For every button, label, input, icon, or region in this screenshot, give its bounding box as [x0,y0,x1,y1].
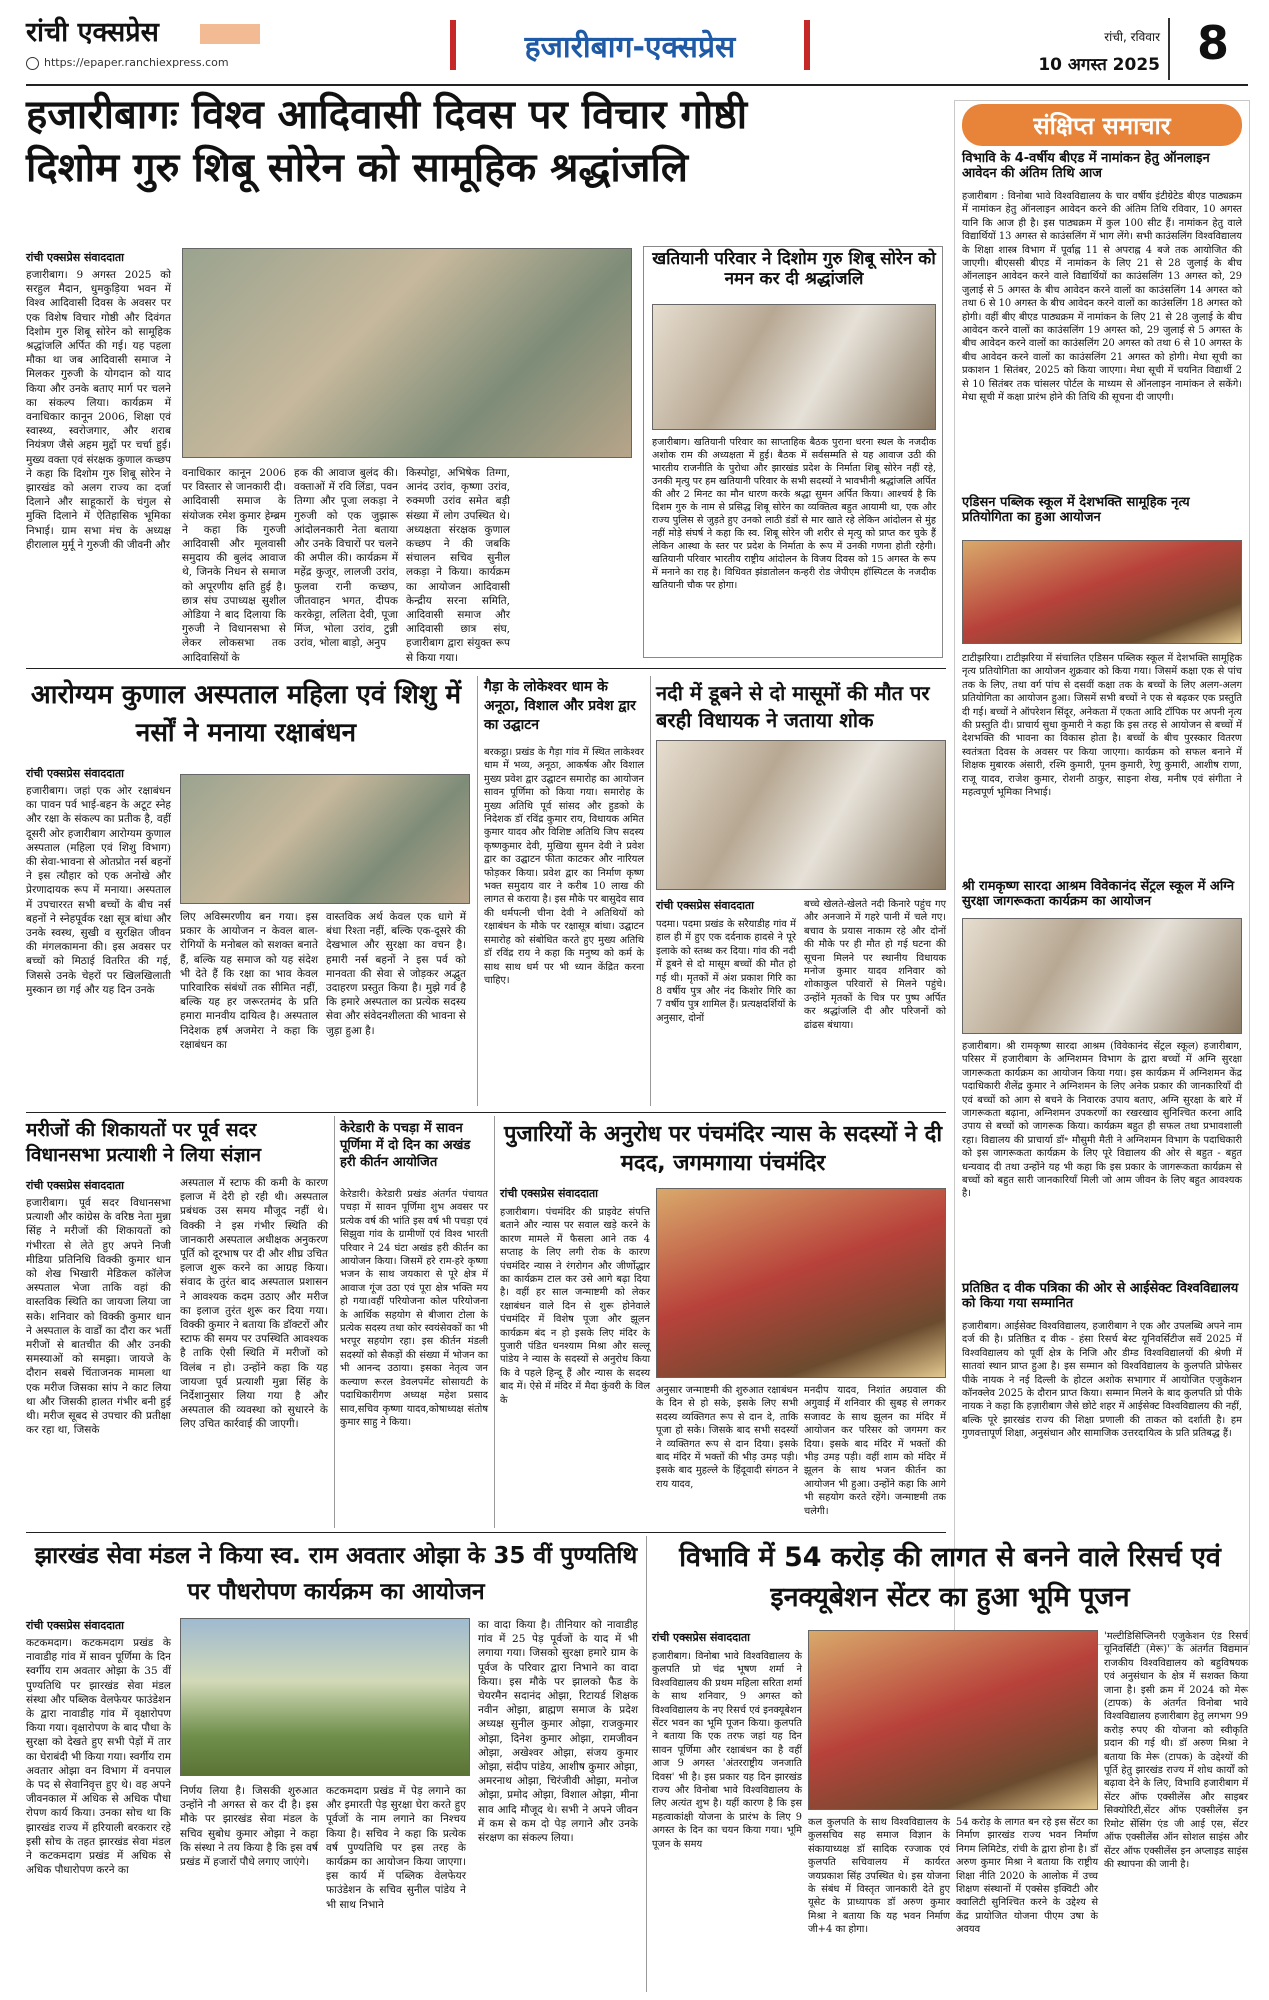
arogyam-byline: रांची एक्सप्रेस संवाददाता [26,767,125,780]
vibhavi-headline: विभावि में 54 करोड़ की लागत से बनने वाले रिसर्च एवं इनक्यूबेशन सेंटर का हुआ भूमि पूजन [679,1542,1221,1613]
brief1-headline: विभावि के 4-वर्षीय बीएड में नामांकन हेतु ऑनलाइन आवेदन की अंतिम तिथि आज [962,151,1210,181]
logo-accent-text [200,24,260,44]
gaida-text: बरकट्ठा। प्रखंड के गैड़ा गांव में स्थित लाकेश्वर धाम में भव्य, अनूठा, आकर्षक और विशाल मुख्य प्रवेश द्वार उद्घाटन समारोह का आयोजन सावन पूर्णिमा को किया गया। समारोह के मुख्य अतिथि पूर्व सांसद और हुडको के निदेशक डॉ रविंद्र कुमार राय, विधायक अमित कुमार यादव और विशिष्ट अतिथि जिप सदस्य कृष्णकुमार देवी, मुखिया सुमन देवी ने प्रवेश द्वार का उद्घाटन फीता काटकर और नारियल फोड़कर किया। प्रवेश द्वार का निर्माण कृष्ण भक्त समुदाय वार ने करीब 10 लाख की लागत से कराया है। इस मौके पर बासुदेव साव की धर्मपत्नी चीना देवी ने अतिथियों को रक्षाबंधन के मौके पर रक्षासूत्र बांधा। उद्घाटन समारोह को संबोधित करते हुए मुख्य अतिथि डॉ रविंद्र राय ने कहा कि मनुष्य को कर्म के साथ साथ धर्म पर भी ध्यान केंद्रित करना चाहिए। [484,747,644,986]
brief3-headline: श्री रामकृष्ण सारदा आश्रम विवेकानंद सेंट्रल स्कूल में अग्नि सुरक्षा जागरूकता कार्यक्रम का आयोजन [962,879,1235,909]
pujari-col1: हजारीबाग। पंचमंदिर की प्राइवेट संपत्ति बताने और न्यास पर सवाल खड़े करने के कारण मामले में फैसला आने तक 4 सप्ताह के लिए लगी रोक के कारण पंचमंदिर न्यास ने रंगरोगन और जीर्णोद्धार का कार्यक्रम टाल कर उसे आगे बढ़ा दिया है। वहीं हर साल जन्माष्टमी को लेकर रक्षाबंधन वाले दिन से शुरू होनेवाले पंचमंदिर में विशेष पूजा और झूलन कार्यक्रम बंद न हो इसके लिए मंदिर के पुजारी पंडित धनश्याम मिश्रा और सल्लू पांडेय ने न्यास के सदस्यों से अनुरोध किया कि वे पहले हिन्दू हैं और न्यास के सदस्य बाद में। ऐसे में मंदिर में मैदा कुंवरी के विल के [500,1207,650,1406]
vibhavi-photo [808,1630,1098,1810]
pujari-headline: पुजारियों के अनुरोध पर पंचमंदिर न्यास के सदस्यों ने दी मदद, जगमगाया पंचमंदिर [503,1122,943,1176]
nadi-headline: नदी में डूबने से दो मासूमों की मौत पर बरही विधायक ने जताया शोक [656,681,930,732]
col-divider [494,1116,495,1528]
col-divider [334,1116,335,1528]
jharkhand-col4: का वादा किया है। तीनियार को नावाडीह गांव में 25 पेड़ पूर्वजों के याद में भी लगाया गया। जिसको सुरक्षा हमारे ग्राम के पूर्वज के परिवार द्वारा निभाने का वादा किया। इस मौके पर झालको फैड के चेयरमैन सदानंद ओझा, रिटायर्ड शिक्षक नवीन ओझा, ब्राह्मण समाज के प्रदेश अध्यक्ष सुनील कुमार ओझा, राजकुमार ओझा, दिनेश कुमार ओझा, रामजीवन ओझा, अखेश्वर ओझा, संजय कुमार ओझा, संदीप पांडेय, आशीष कुमार ओझा, अमरनाथ ओझा, चिरंजीवी ओझा, मनोज ओझा, प्रमोद ओझा, विशाल ओझा, मीना साव आदि मौजूद थे। सभी ने अपने जीवन में कम से कम दो पेड़ लगाने और उनके संरक्षण का संकल्प लिया। [478,1619,638,1845]
pujari-col3: मनदीप यादव, निशांत अग्रवाल की अगुवाई में शनिवार की सुबह से लगकर सजावट के साथ झूलन का मंदिर में आयोजन कर परिसर को जगमग कर दिया। इसके बाद मंदिर में भक्तों की भीड़ उमड़ पड़ी। वहीं शाम को मंदिर में झूलन के साथ भजन कीर्तन का आयोजन भी हुआ। उन्होंने कहा कि आगे भी सहयोग करते रहेंगे। जन्माष्टमी तक चलेगी। [804,1385,946,1517]
jharkhand-headline: झारखंड सेवा मंडल ने किया स्व. राम अवतार ओझा के 35 वीं पुण्यतिथि पर पौधरोपण कार्यक्रम का आयोजन [34,1543,638,1605]
khatiyani-text: हजारीबाग। खतियानी परिवार का साप्ताहिक बैठक पुराना धरना स्थल के नजदीक अशोक राम की अध्यक्षता में हुई। बैठक में सर्वसम्मति से यह आवाज उठी की भारतीय राजनीति के पुरोधा और झारखंड प्रदेश के निर्माता शिबू सोरेन नहीं रहे, उनकी मृत्यु पर हम खतियानी परिवार के सभी सदस्यों ने भावभीनी श्रद्धांजलि अर्पित की और 2 मिनट का मौन धारण करके श्रद्धा सुमन अर्पित किया। आश्चर्य है कि दिशम गुरु के नाम से प्रसिद्ध शिबू सोरेन का व्यक्तित्व बहुत आयामी था, एक और राज्य पुलिस से जुड़ते हुए उनको लाठी डंडों से मार खाते रहे लेकिन आंदोलन से मुंह नहीं मोड़े संघर्ष ने कहा कि स्व. शिबू सोरेन जी शरीर से मृत्यु को प्राप्त कर चुके हैं लेकिन आस्था के स्तर पर प्रदेश के निर्माता के रूप में उनकी गणना होती रहेगी। खतियानी परिवार भारतीय राष्ट्रीय आंदोलन के विजय दिवस को 15 अगस्त के रूप में मनाने का राह है। विधिवत झंडातोलन कन्हरी रोड जेपीएम हॉस्पिटल के नजदीक खतियानी चौक पर होगा। [652,437,936,591]
arogyam-col1: हजारीबाग। जहां एक ओर रक्षाबंधन का पावन पर्व भाई-बहन के अटूट स्नेह और रक्षा के संकल्प का प्रतीक है, वहीं दूसरी ओर हजारीबाग आरोग्यम कुणाल अस्पताल (महिला एवं शिशु विभाग) की सेवा-भावना से ओतप्रोत नर्स बहनों ने इस त्यौहार को एक अनोखे और प्रेरणादायक रूप में मनाया। अस्पताल में उपचाररत सभी बच्चों के बीच नर्स बहनों ने स्नेहपूर्वक रक्षा सूत्र बांधा और उनके स्वस्थ, सुखी व सुरक्षित जीवन की मंगलकामना की। इस अवसर पर बच्चों को मिठाई वितरित की गई, जिससे उनके चेहरों पर खिलखिलाती मुस्कान छा गई और यह दिन उनके [26,785,171,996]
col-divider [477,676,478,1106]
brief3-text: हजारीबाग। श्री रामकृष्ण सारदा आश्रम (विवेकानंद सेंट्रल स्कूल) हजारीबाग, परिसर में हजारीबाग के अग्निशमन विभाग के द्वारा बच्चों में अग्नि सुरक्षा जागरूकता कार्यक्रम का आयोजन किया गया। इस कार्यक्रम में अग्निशमन केंद्र पदाधिकारी शैलेंद्र कुमार ने अग्निशमन के लिए अनेक प्रकार की जानकारियाँ दी एवं बच्चों को आग से बचने के निवारक उपाय बताए, अग्नि सुरक्षा के बारे में जागरूकता बढ़ाना, अग्निशमन उपकरणों का रखरखाव सुनिश्चित करना आदि उपाय से बच्चों को जागरूक किया। कार्यक्रम बहुत ही सफल तथा प्रभावशाली रहा। विद्यालय की प्राचार्या डॉ॰ मौसुमी मैती ने अग्निशमन विभाग के पदाधिकारी को इस जागरूकता कार्यक्रम के लिए पूरे विद्यालय की ओर से बहुत - बहुत धन्यवाद दी तथा उन्होंने यह भी कहा कि इस प्रकार के जागरूकता कार्यक्रम से बच्चों को बहुत सारी जानकारियाँ मिली जो आम जीवन के लिए बहुत आवश्यक है। [962,1041,1242,1200]
nadi-byline: रांची एक्सप्रेस संवाददाता [656,899,755,912]
lead-col2: वनाधिकार कानून 2006 पर विस्तार से जानकारी दी। आदिवासी समाज के संयोजक रमेश कुमार हेम्ब्रम ने कहा कि गुरुजी आदिवासी और मूलवासी समुदाय की बुलंद आवाज थे, जिनके निधन से समाज को अपूरणीय क्षति हुई है। छात्र संघ उपाध्यक्ष सुशील ओडिया ने बाद दिलाया कि गुरुजी ने विधानसभा से लेकर लोकसभा तक आदिवासियों के [182,467,286,664]
arogyam-col2: लिए अविस्मरणीय बन गया। इस प्रकार के आयोजन न केवल बाल-रोगियों के मनोबल को सशक्त बनाते हैं, बल्कि यह समाज को यह संदेश भी देते हैं कि रक्षा का भाव केवल पारिवारिक संबंधों तक सीमित नहीं, बल्कि यह हर जरूरतमंद के प्रति हमारा मानवीय दायित्व है। अस्पताल निदेशक हर्ष अजमेरा ने कहा कि रक्षाबंधन का [180,911,318,1051]
lead-photo [182,248,632,458]
row-rule [26,1532,946,1533]
jharkhand-col1: कटकमदाग। कटकमदाग प्रखंड के नावाडीह गांव में सावन पूर्णिमा के दिन स्वर्गीय राम अवतार ओझा के 35 वीं पुण्यतिथि पर झारखंड सेवा मंडल संस्था और पब्लिक वेलफेयर फाउंडेशन के द्वारा नावाडीह गांव में वृक्षारोपण किया गया। वृक्षारोपण के बाद पौधा के सुरक्षा को देखते हुए सभी पेड़ों में तार का घेराबंदी भी किया गया। स्वर्गीय राम अवतार ओझा वन विभाग में वनपाल के पद से सेवानिवृत्त हुए थे। वह अपने जीवनकाल में अधिक से अधिक पौधा रोपण कार्य किया। उनका सोच था कि झारखंड राज्य में हरियाली बरकरार रहे इसी सोच के तहत झारखंड सेवा मंडल ने कटकमदाग प्रखंड में अधिक से अधिक पौधारोपण करने का [26,1637,171,1877]
masthead-rule [26,84,1248,86]
marij-byline: रांची एक्सप्रेस संवाददाता [26,1179,125,1192]
khatiyani-headline: खतियानी परिवार ने दिशोम गुरु शिबू सोरेन को नमन कर दी श्रद्धांजलि [652,249,936,289]
lead-headline-line1: हजारीबागः विश्व आदिवासी दिवस पर विचार गोष्ठी [26,92,748,138]
brief4-text: हजारीबाग। आईसेक्ट विश्वविद्यालय, हजारीबाग ने एक और उपलब्धि अपने नाम दर्ज की है। प्रतिष्ठित द वीक - हंसा रिसर्च बेस्ट यूनिवर्सिटीज सर्वे 2025 में विश्वविद्यालय को पूर्वी क्षेत्र के निजि और डीम्ड विश्वविद्यालयों की श्रेणी में सातवां स्थान प्राप्त हुआ है। इस सम्मान को विश्वविद्यालय के कुलपति प्रोफेसर पीके नायक ने नई दिल्ली के होटल अशोक सभागार में आयोजित एजुकेशन कॉनक्लेव 2025 के दौरान प्राप्त किया। सम्मान मिलने के बाद कुलपति प्रो पीके नायक ने कहा कि हज़ारीबाग जैसे छोटे शहर में आईसेक्ट विश्वविद्यालय की नहीं, बल्कि पूरे झारखंड राज्य की शिक्षा प्रणाली की ताकत को दर्शाती है। हम गुणवत्तापूर्ण शिक्षा, अनुसंधान और सामाजिक उत्तरदायित्व के प्रति प्रतिबद्ध हैं। [962,1321,1242,1440]
sidebar-title-box [962,104,1242,146]
vibhavi-col4: 'मल्टीडिसिप्लिनरी एजुकेशन एंड रिसर्च यूनिवर्सिटी (मेरू)' के अंतर्गत विद्यमान राजकीय विश्वविद्यालय को बहुविषयक एवं अनुसंधान के क्षेत्र में सशक्त किया जाना है। इसी क्रम में 2024 को मेरू (टापक) के अंतर्गत विनोबा भावे विश्वविद्यालय हजारीबाग हेतु लगभग 99 करोड़ रुपए की योजना को स्वीकृति प्रदान की गई थी। डॉ अरुण मिश्रा ने बताया कि मेरू (टापक) के उद्देश्यों की पूर्ति हेतु झारखंड राज्य में शोध कार्यों को बढ़ावा देने के लिए, विभावि हजारीबाग में सेंटर ऑफ एक्सीलेंस और साइबर सिक्योरिटी,सेंटर ऑफ एक्सीलेंस इन रिमोट सेंसिंग एंड जी आई एस, सेंटर ऑफ एक्सीलेंस ऑन सोशल साइंस और सेंटर ऑफ एक्सीलेंस इन अप्लाइड साइंस की स्थापना की जानी है। [1104,1631,1248,1870]
arogyam-headline: आरोग्यम कुणाल अस्पताल महिला एवं शिशु में नर्सों ने मनाया रक्षाबंधन [30,680,462,748]
brief2-headline: एडिसन पब्लिक स्कूल में देशभक्ति सामूहिक नृत्य प्रतियोगिता का हुआ आयोजन [962,495,1190,525]
brief2-text: टाटीझरिया। टाटीझरिया में संचालित एडिसन पब्लिक स्कूल में देशभक्ति सामूहिक नृत्य प्रतियोगिता का आयोजन शुक्रवार को किया गया। जिसमें कक्षा एक से पांच तक के लिए, तथा वर्ग पांच से दसवीं कक्षा तक के बच्चों के लिए अलग-अलग प्रतियोगिता का आयोजन हुआ। जिसमें सभी बच्चों ने एक से बढ़कर एक प्रस्तुति दी गई। बच्चों ने ऑपरेशन सिंदूर, अनेकता में एकता आदि टॉपिक पर अपनी नृत्य की प्रस्तुति दी। प्राचार्य सुधा कुमारी ने कहा कि इस तरह से आयोजन से बच्चों में देशभक्ति की भावना का विकास होता है। बच्चों के बीच पुरस्कार वितरण स्वतंत्रता दिवस के अवसर पर किया जाएगा। कार्यक्रम को सफल बनाने में शिक्षक मुबारक अंसारी, रश्मि कुमारी, पूनम कुमारी, रेणु कुमारी, आशीष राणा, राजू यादव, राजेश कुमार, रोशनी ठाकुर, साइना शेख, मनीष एवं संगीता ने महत्वपूर्ण भूमिका निभाई। [962,653,1242,799]
keredari-text: केरेडारी। केरेडारी प्रखंड अंतर्गत पंचायत पचड़ा में सावन पूर्णिमा शुभ अवसर पर प्रत्येक वर्ष की भांति इस वर्ष भी पचड़ा एवं सिझुवा गांव के ग्रामीणों एवं विश्व भारती परिवार ने 24 घंटा अखंड हरी कीर्तन का आयोजन किया। जिसमें हरे राम-हरे कृष्णा भजन के साथ जयकारा से पूरे क्षेत्र में आवाज गूंज उठा एवं पूरा क्षेत्र भक्ति मय हो गया।वहीं परियोजना कोल परियोजना के आर्थिक सहयोग से बीजारा टोला के प्रत्येक सदस्य तथा कोर स्वयंसेवकों का भी भरपूर सहयोग रहा। इस कीर्तन मंडली सदस्यों को सैकड़ों की संख्या में भोजन का भी आनन्द उठाया। इसका नेतृत्व जन कल्याण रूरल डेवलपमेंट सोसायटी के पदाधिकारीगण अध्यक्ष महेश प्रसाद साव,सचिव कृष्णा यादव,कोषाध्यक्ष संतोष कुमार साहु ने किया। [340,1189,488,1428]
col-divider [646,1536,647,1992]
lead-col3: हक की आवाज बुलंद की। वक्ताओं में रवि लिंडा, पवन तिग्गा और पूजा लकड़ा ने गुरुजी को एक जुझारू आंदोलनकारी नेता बताया और उनके विचारों पर चलने की अपील की। कार्यक्रम में महेंद्र कुजूर, लालजी उरांव, फुलवा रानी कच्छप, जीतवाहन भगत, दीपक करकेट्टा, ललिता देवी, पूजा मिंज, भोला उरांव, टुन्नी उरांव, भोला बाड़ो, अनुप [294,467,398,650]
gaida-headline: गैड़ा के लोकेश्वर धाम के अनूठा, विशाल और प्रवेश द्वार का उद्घाटन [484,679,636,733]
lead-col1: हजारीबाग। 9 अगस्त 2025 को सरहुल मैदान, धुमकुड़िया भवन में विश्व आदिवासी दिवस के अवसर पर एक विशेष विचार गोष्ठी और दिवंगत दिशोम गुरु शिबू सोरेन को सामूहिक श्रद्धांजलि अर्पित की गई। यह पहला मौका था जब आदिवासी समाज ने मिलकर गुरुजी के योगदान को याद किया और उनके बताए मार्ग पर चलने का संकल्प लिया। कार्यक्रम में वनाधिकार कानून 2006, शिक्षा एवं स्वास्थ्य, स्वरोजगार, और शराब नियंत्रण जैसे अहम मुद्दों पर चर्चा हुई। मुख्य वक्ता एवं संरक्षक कुणाल कच्छप ने कहा कि दिशोम गुरु शिबू सोरेन ने झारखंड को अलग राज्य का दर्जा दिलाने और साहूकारों के चंगुल से मुक्ति दिलाने में ऐतिहासिक भूमिका निभाई। ग्राम सभा मंच के अध्यक्ष हीरालाल मुर्मू ने गुरुजी की जीवनी और [26,269,171,551]
lead-headline-line2: दिशोम गुरु शिबू सोरेन को सामूहिक श्रद्धांजलि [26,145,688,191]
city-day: रांची, रविवार [1104,30,1160,44]
jharkhand-col2: निर्णय लिया है। जिसकी शुरुआत उन्होंने नौ अगस्त से कर दी है। इस मौके पर झारखंड सेवा मंडल के सचिव सुबोध कुमार ओझा ने कहा कि संस्था ने तय किया है कि इस वर्ष प्रखंड में हजारों पौधे लगाए जाएंगे। [180,1785,318,1869]
lead-bottom-rule [26,668,946,669]
epaper-url[interactable]: https://epaper.ranchiexpress.com [44,56,229,69]
brief2-photo [962,540,1242,644]
jharkhand-photo [180,1618,470,1776]
arogyam-col3: वास्तविक अर्थ केवल एक धागे में बंधा रिश्ता नहीं, बल्कि एक-दूसरे की देखभाल और सुरक्षा का वचन है। हमारी नर्स बहनों ने इस पर्व को मानवता की सेवा से जोड़कर अद्भुत उदाहरण प्रस्तुत किया है। मुझे गर्व है कि हमारे अस्पताल का प्रत्येक सदस्य सेवा और संवेदनशीलता की भावना से जुड़ा हुआ है। [326,911,466,1037]
jharkhand-byline: रांची एक्सप्रेस संवाददाता [26,1619,125,1632]
sidebar-title: संक्षिप्त समाचार [1033,111,1171,140]
jharkhand-col3: कटकमदाग प्रखंड में पेड़ लगाने का और इमारती पेड़ सुरक्षा घेरा करते हुए पूर्वजों के नाम लगाने का निश्चय किया है। सचिव ने कहा कि प्रत्येक वर्ष पुण्यतिथि पर इस तरह के कार्यक्रम का आयोजन किया जाएगा। इस कार्य में पब्लिक वेलफेयर फाउंडेशन के सचिव सुनील पांडेय ने भी साथ निभाने [326,1785,466,1911]
arogyam-photo [180,774,470,904]
marij-col1: हजारीबाग। पूर्व सदर विधानसभा प्रत्याशी और कांग्रेस के वरिष्ठ नेता मुन्ना सिंह ने मरीजों की शिकायतों को गंभीरता से लेते हुए अपने निजी मीडिया प्रतिनिधि विक्की कुमार धान को शेख भिखारी मेडिकल कॉलेज अस्पताल भेजा ताकि वहां की वास्तविक स्थिति का जायजा लिया जा सके। शनिवार को विक्की कुमार धान ने अस्पताल के वार्डों का दौरा कर भर्ती मरीजों से बातचीत की और उनकी समस्याओं को समझा। जायजे के दौरान सबसे चिंताजनक मामला था एक मरीज जिसका सांप ने काट लिया था और जिसकी हालत गंभीर बनी हुई थी। मरीज सूबद से उपचार की प्रतीक्षा कर रहा था, जिसके [26,1197,171,1437]
edition-date: 10 अगस्त 2025 [1038,55,1160,75]
globe-icon [26,57,39,70]
vibhavi-byline: रांची एक्सप्रेस संवाददाता [652,1631,751,1644]
logo-text: रांची एक्सप्रेस [26,17,159,48]
keredari-headline: केरेडारी के पचड़ा में सावन पूर्णिमा में दो दिन का अखंड हरी कीर्तन आयोजित [340,1121,471,1170]
marij-headline: मरीजों की शिकायतों पर पूर्व सदर विधानसभा प्रत्याशी ने लिया संज्ञान [26,1119,262,1166]
nadi-col1: पदमा। पदमा प्रखंड के सरैयाडीह गांव में हाल ही में हुए एक दर्दनाक हादसे ने पूरे इलाके को स्तब्ध कर दिया। गांव की नदी में डूबने से दो मासूम बच्चों की मौत हो गई थी। मृतकों में अंश प्रकाश गिरि का 8 वर्षीय पुत्र और नंद किशोर गिरि का 7 वर्षीय पुत्र शामिल हैं। प्रत्यक्षदर्शियों के अनुसार, दोनों [656,919,796,1024]
vibhavi-col3: 54 करोड़ के लागत बन रहे इस सेंटर का निर्माण झारखंड राज्य भवन निर्माण निगम लिमिटेड, रांची के द्वारा होना है। डॉ अरुण कुमार मिश्रा ने बताया कि राष्ट्रीय शिक्षा नीति 2020 के आलोक में उच्च शिक्षण संस्थानों में एक्सेस इक्विटी और क्वालिटी सुनिश्चित करने के उद्देश्य से केंद्र प्रायोजित योजना पीएम उषा के अवयव [956,1817,1098,1936]
vibhavi-col2: कल कुलपति के साथ विश्वविद्यालय के कुलसचिव सह समाज विज्ञान के संकायाध्यक्ष डॉ सादिक रज्जाक एवं कुलपति सचिवालय में कार्यरत जयप्रकाश सिंह उपस्थित थे। इस योजना के संबंध में विस्तृत जानकारी देते हुए यूसेट के प्राध्यापक डॉ अरुण कुमार मिश्रा ने बताया कि यह भवन निर्माण जी+4 का होगा। [808,1817,950,1936]
nadi-photo [656,740,946,890]
nadi-col2: बच्चे खेलते-खेलते नदी किनारे पहुंच गए और अनजाने में गहरे पानी में चले गए। बचाव के प्रयास नाकाम रहे और दोनों की मौके पर ही मौत हो गई घटना की सूचना मिलने पर स्थानीय विधायक मनोज कुमार यादव शनिवार को शोकाकुल परिवारों से मिलने पहुंचे। उन्होंने मृतकों के चित्र पर पुष्प अर्पित कर श्रद्धांजलि दी और परिजनों को ढांढस बंधाया। [804,899,946,1031]
section-banner [450,20,810,70]
marij-col2: अस्पताल में स्टाफ की कमी के कारण इलाज में देरी हो रही थी। अस्पताल प्रबंधक उस समय मौजूद नहीं थे। विक्की ने इस गंभीर स्थिति की जानकारी अस्पताल अधीक्षक अनुकरण पूर्ति को दूरभाष पर दी और शीघ्र उचित इलाज शुरू करने का आग्रह किया। संवाद के तुरंत बाद अस्पताल प्रशासन ने आवश्यक कदम उठाए और मरीज का इलाज तुरंत शुरू कर दिया गया। विक्की कुमार ने बताया कि डॉक्टरों और स्टाफ की समय पर उपस्थिति आवश्यक है ताकि ऐसी स्थिति में मरीजों को विलंब न हो। उन्होंने कहा कि यह जायजा पूर्व प्रत्याशी मुन्ना सिंह के निर्देशानुसार लिया गया है और अस्पताल की व्यवस्था को सुधारने के लिए उचित कार्रवाई की जाएगी। [180,1177,328,1431]
page-no-divider [1168,18,1170,80]
section-title: हजारीबाग-एक्सप्रेस [524,29,736,65]
lead-byline: रांची एक्सप्रेस संवाददाता [26,251,125,264]
page-number: 8 [1196,16,1229,70]
vibhavi-col1: हजारीबाग। विनोबा भावे विश्वविद्यालय के कुलपति प्रो चंद्र भूषण शर्मा ने विश्वविद्यालय की प्रथम महिला सरिता शर्मा के साथ शनिवार, 9 अगस्त को विश्वविद्यालय के नए रिसर्च एवं इनक्यूबेशन सेंटर भवन का भूमि पूजन किया। कुलपति ने बताया कि एक तरफ जहां यह दिन सावन पूर्णिमा और रक्षाबंधन का है वहीं आज 9 अगस्त 'अंतरराष्ट्रीय जनजाति दिवस' भी है। इस प्रकार यह दिन झारखंड राज्य और विनोबा भावे विश्वविद्यालय के लिए अत्यंत शुभ है। यहीं कारण है कि इस महत्वाकांक्षी योजना के प्रारंभ के लिए 9 अगस्त के दिन का चयन किया गया। भूमि पूजन के समय [652,1651,802,1850]
lead-col4: किस्पोट्टा, अभिषेक तिग्गा, आनंद उरांव, कृष्णा उरांव, रुक्मणी उरांव समेत बड़ी संख्या में लोग उपस्थित थे। अध्यक्षता संरक्षक कुणाल कच्छप ने की जबकि संचालन सचिव सुनील लकड़ा ने किया। कार्यक्रम का आयोजन आदिवासी केन्द्रीय सरना समिति, आदिवासी समाज और आदिवासी छात्र संघ, हजारीबाग द्वारा संयुक्त रूप से किया गया। [406,467,510,664]
col-divider [650,676,651,1106]
brief3-photo [962,918,1242,1034]
row-rule [26,1112,946,1113]
khatiyani-photo [652,304,936,430]
pujari-photo [656,1188,946,1378]
brief1-text: हजारीबाग : विनोबा भावे विश्वविद्यालय के चार वर्षीय इंटीग्रेटेड बीएड पाठ्यक्रम में नामांकन हेतु ऑनलाइन आवेदन करने की अंतिम तिथि रविवार, 10 अगस्त यानि कि आज ही है। इस पाठ्यक्रम में कुल 100 सीट हैं। नामांकन हेतु वाले विद्यार्थियों 13 अगस्त से काउंसलिंग में भाग लेंगे। सभी काउंसलिंग विश्वविद्यालय के शिक्षा शास्त्र विभाग में पूर्वाह्न 11 से अपराह्न 4 बजे तक आयोजित की जाएगी। बीएससी बीएड में नामांकन के लिए 21 से 28 जुलाई के बीच ऑनलाइन आवेदन करने वाले विद्यार्थियों का काउंसलिंग 13 अगस्त को, 29 जुलाई से 5 अगस्त के बीच आवेदन करने वालों का काउंसलिंग 14 अगस्त को तथा 6 से 10 अगस्त के बीच आवेदन करने वालों का काउंसलिंग 18 अगस्त को होगी। वहीं बीए बीएड पाठ्यक्रम में नामांकन के लिए 21 से 28 जुलाई के बीच आवेदन करने वालों का काउंसलिंग 19 अगस्त को, 29 जुलाई से 5 अगस्त के बीच आवेदन करने वालों का काउंसलिंग 20 अगस्त को तथा 6 से 10 अगस्त के बीच आवेदन करने वालों का काउंसलिंग 21 अगस्त को होगी। मेधा सूची का प्रकाशन 1 सितंबर, 2025 को किया जाएगा। मेधा सूची में चयनित विद्यार्थी 2 से 10 सितंबर तक चांसलर पोर्टल के माध्यम से ऑनलाइन नामांकन ले सकेंगे। मेधा सूची में कक्षा प्रारंभ होने की तिथि की सूचना दी जाएगी। [962,191,1242,404]
pujari-col2: अनुसार जन्माष्टमी की शुरुआत रक्षाबंधन के दिन से हो सके, इसके लिए सभी सदस्य व्यक्तिगत रूप से दान दे, ताकि पूजा हो सके। जिसके बाद सभी सदस्यों ने व्यक्तिगत रूप से दान दिया। इसके बाद मंदिर में भक्तों की भीड़ उमड़ पड़ी। इसके बाद मुहल्ले के हिंदूवादी संगठन ने राय यादव, [656,1385,798,1490]
epaper-url-row [26,56,286,72]
brief4-headline: प्रतिष्ठित द वीक पत्रिका की ओर से आईसेक्ट विश्वविद्यालय को किया गया सम्मानित [962,1281,1239,1311]
pujari-byline: रांची एक्सप्रेस संवाददाता [500,1187,599,1200]
